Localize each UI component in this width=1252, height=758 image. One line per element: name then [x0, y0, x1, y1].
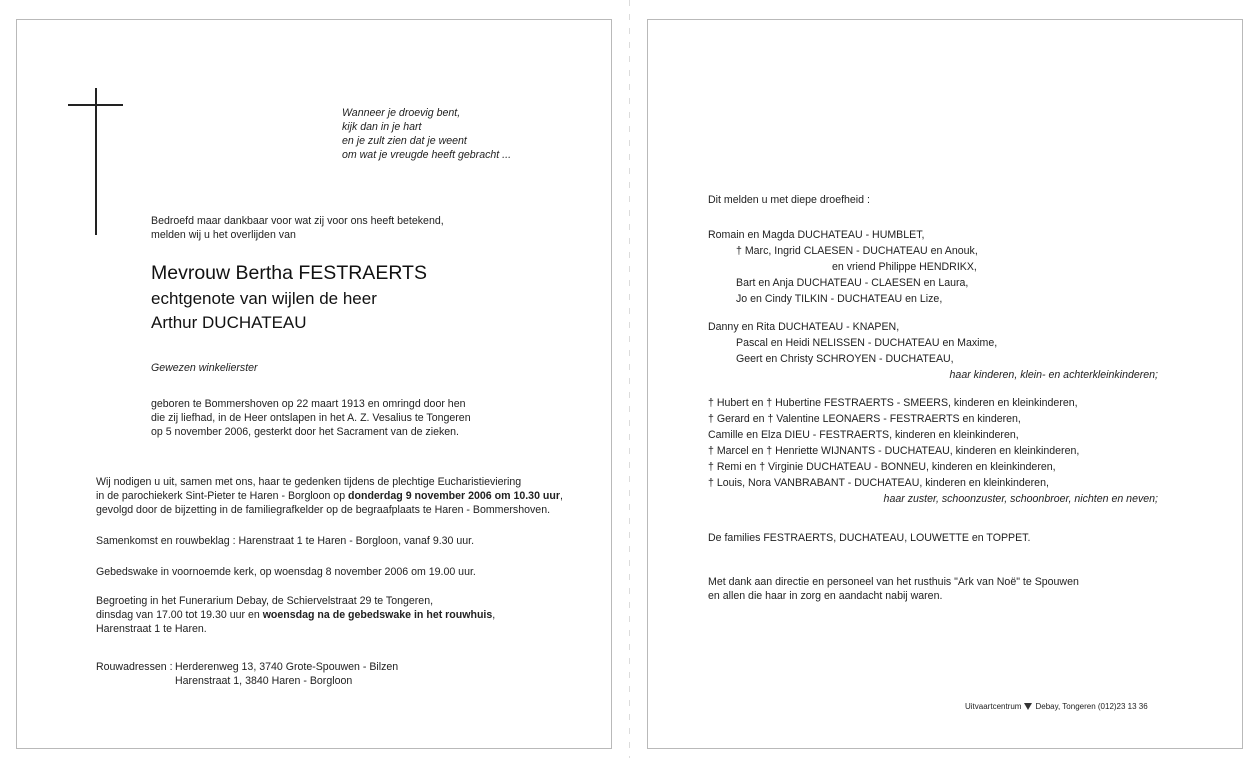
thanks-line: en allen die haar in zorg en aandacht nabij waren. — [708, 590, 943, 602]
mass-text: in de parochiekerk Sint-Pieter te Haren - Borgloon op — [96, 490, 349, 502]
family-line: † Marc, Ingrid CLAESEN - DUCHATEAU en Anouk, — [736, 245, 978, 257]
family-line: † Remi en † Virginie DUCHATEAU - BONNEU, kinderen en kleinkinderen, — [708, 461, 1056, 473]
intro-line: Bedroefd maar dankbaar voor wat zij voor ons heeft betekend, — [151, 215, 444, 227]
poem-line: om wat je vreugde heeft gebracht ... — [342, 149, 512, 161]
mass-line: gevolgd door de bijzetting in de familiegrafkelder op de begraafplaats te Haren - Bommershoven. — [96, 504, 551, 516]
family-line: Geert en Christy SCHROYEN - DUCHATEAU, — [736, 353, 954, 365]
addresses-label: Rouwadressen : — [96, 661, 173, 673]
spouse-name: Arthur DUCHATEAU — [151, 313, 307, 332]
cross-icon-bar — [68, 104, 123, 106]
family-line: † Gerard en † Valentine LEONAERS - FESTRAERTS en kinderen, — [708, 413, 1021, 425]
family-caption: haar zuster, schoonzuster, schoonbroer, nichten en neven; — [883, 493, 1158, 505]
funeral-home-line: Begroeting in het Funerarium Debay, de Schiervelstraat 29 te Tongeren, — [96, 595, 434, 607]
footer-text: Debay, Tongeren (012)23 13 36 — [1035, 702, 1148, 711]
funeral-text: dinsdag van 17.00 tot 19.30 uur en — [96, 609, 263, 621]
family-line: Camille en Elza DIEU - FESTRAERTS, kinderen en kleinkinderen, — [708, 429, 1019, 441]
fold-line — [629, 0, 630, 758]
family-line: Jo en Cindy TILKIN - DUCHATEAU en Lize, — [736, 293, 943, 305]
triangle-logo-icon — [1024, 703, 1032, 710]
poem-line: Wanneer je droevig bent, — [342, 107, 461, 119]
funeral-text: , — [492, 609, 496, 621]
families-line: De families FESTRAERTS, DUCHATEAU, LOUWETTE en TOPPET. — [708, 532, 1031, 544]
spouse-line: echtgenote van wijlen de heer — [151, 289, 377, 308]
announce-line: Dit melden u met diepe droefheid : — [708, 194, 870, 206]
deceased-name: Mevrouw Bertha FESTRAERTS — [151, 262, 427, 284]
funeral-home-line — [96, 608, 495, 622]
family-line: † Hubert en † Hubertine FESTRAERTS - SMEERS, kinderen en kleinkinderen, — [708, 397, 1078, 409]
poem-line: kijk dan in je hart — [342, 121, 422, 133]
family-line: † Marcel en † Henriette WIJNANTS - DUCHATEAU, kinderen en kleinkinderen, — [708, 445, 1080, 457]
family-line: Danny en Rita DUCHATEAU - KNAPEN, — [708, 321, 900, 333]
address-line: Herderenweg 13, 3740 Grote-Spouwen - Bilzen — [175, 661, 399, 673]
family-line: Pascal en Heidi NELISSEN - DUCHATEAU en Maxime, — [736, 337, 998, 349]
mass-date: donderdag 9 november 2006 om 10.30 uur — [348, 490, 560, 502]
funeral-home-line: Harenstraat 1 te Haren. — [96, 623, 207, 635]
poem-line: en je zult zien dat je weent — [342, 135, 467, 147]
family-line: Romain en Magda DUCHATEAU - HUMBLET, — [708, 229, 925, 241]
bio-line: die zij liefhad, in de Heer ontslapen in het A. Z. Vesalius te Tongeren — [151, 412, 471, 424]
right-page — [647, 19, 1243, 749]
mass-line — [96, 489, 563, 503]
family-caption: haar kinderen, klein- en achterkleinkinderen; — [949, 369, 1158, 381]
thanks-line: Met dank aan directie en personeel van het rusthuis "Ark van Noë" te Spouwen — [708, 576, 1079, 588]
left-page — [16, 19, 612, 749]
vigil-line: Gebedswake in voornoemde kerk, op woensdag 8 november 2006 om 19.00 uur. — [96, 566, 476, 578]
funeral-bold: woensdag na de gebedswake in het rouwhuis — [262, 609, 493, 621]
bio-line: geboren te Bommershoven op 22 maart 1913 en omringd door hen — [151, 398, 466, 410]
family-line: Bart en Anja DUCHATEAU - CLAESEN en Laura, — [736, 277, 969, 289]
gathering-line: Samenkomst en rouwbeklag : Harenstraat 1 te Haren - Borgloon, vanaf 9.30 uur. — [96, 535, 475, 547]
funeral-director-footer — [965, 700, 1148, 714]
intro-line: melden wij u het overlijden van — [151, 229, 296, 241]
family-line: en vriend Philippe HENDRIKX, — [832, 261, 977, 273]
occupation: Gewezen winkelierster — [151, 362, 258, 374]
bio-line: op 5 november 2006, gesterkt door het Sacrament van de zieken. — [151, 426, 459, 438]
address-line: Harenstraat 1, 3840 Haren - Borgloon — [175, 675, 353, 687]
family-line: † Louis, Nora VANBRABANT - DUCHATEAU, kinderen en kleinkinderen, — [708, 477, 1049, 489]
cross-icon — [95, 88, 97, 235]
footer-label: Uitvaartcentrum — [965, 702, 1022, 711]
mass-text: , — [559, 490, 563, 502]
mass-line: Wij nodigen u uit, samen met ons, haar te gedenken tijdens de plechtige Eucharistieviering — [96, 476, 522, 488]
